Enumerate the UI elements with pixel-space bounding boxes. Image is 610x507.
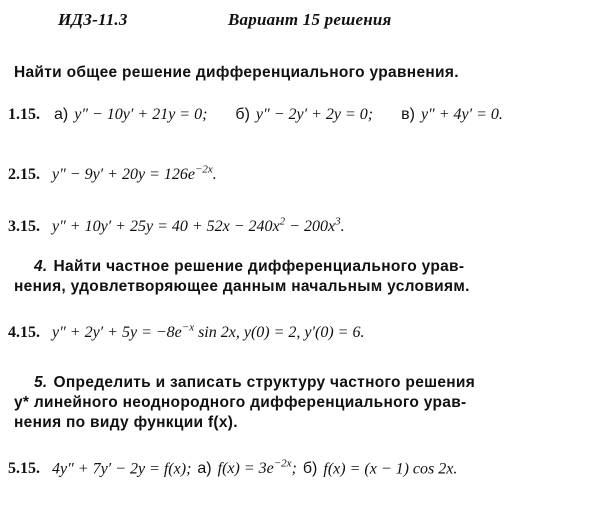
section-number: 5. xyxy=(34,374,48,391)
section-4-heading-line2: нения, удовлетворяющее данным начальным условиям. xyxy=(14,278,470,295)
part-b-equation: y″ − 2y′ + 2y = 0; xyxy=(255,106,374,123)
part-a-equation: y″ − 10y′ + 21y = 0; xyxy=(74,106,208,123)
main-equation: 4y″ + 7y′ − 2y = f(x); xyxy=(52,460,192,478)
section-5-heading-line2: y* линейного неоднородного дифференциального урав- xyxy=(14,394,467,411)
part-b-label: б) xyxy=(235,106,250,123)
section-number: 4. xyxy=(34,258,48,275)
part-a-label: а) xyxy=(54,106,69,123)
part-b-label: б) xyxy=(302,460,318,478)
document-header xyxy=(58,10,392,30)
problem-number: 4.15. xyxy=(8,324,40,342)
problem-4-15 xyxy=(8,322,364,342)
part-c-label: в) xyxy=(401,106,415,123)
equation: $y'' + 2y' + 5y = -8e^{-x}$ sin 2x, y(0) = 2, y′(0) = 6. xyxy=(52,322,365,342)
problem-number: 3.15. xyxy=(8,218,40,236)
part-a-equation: $f(x) = 3e^{-2x}$; xyxy=(217,458,297,478)
problem-3-15 xyxy=(8,216,345,236)
problem-number: 5.15. xyxy=(8,460,40,478)
section-5-heading: 5. Определить и записать структуру частного решения xyxy=(34,374,476,391)
part-c-equation: y″ + 4y′ = 0. xyxy=(420,106,503,123)
equation: $y'' + 10y' + 25y = 40 + 52x - 240x^2 - 200x^3$. xyxy=(52,216,345,236)
part-a-label: а) xyxy=(197,460,212,478)
part-b-equation: f(x) = (x − 1) cos 2x. xyxy=(323,460,458,478)
problem-1-15 xyxy=(8,106,503,124)
section-5-heading-line3: нения по виду функции f(x). xyxy=(14,414,238,431)
problem-number: 1.15. xyxy=(8,106,40,123)
section-4-heading: 4. Найти частное решение дифференциального урав- xyxy=(34,258,465,275)
equation: $y'' - 9y' + 20y = 126e^{-2x}$. xyxy=(52,164,217,184)
problem-2-15 xyxy=(8,164,217,184)
variant-title: Вариант 15 решения xyxy=(228,10,392,29)
section-1-heading: Найти общее решение дифференциального уравнения. xyxy=(14,64,459,81)
assignment-title: ИДЗ-11.3 xyxy=(58,10,128,29)
problem-number: 2.15. xyxy=(8,166,40,184)
problem-5-15 xyxy=(8,458,457,478)
